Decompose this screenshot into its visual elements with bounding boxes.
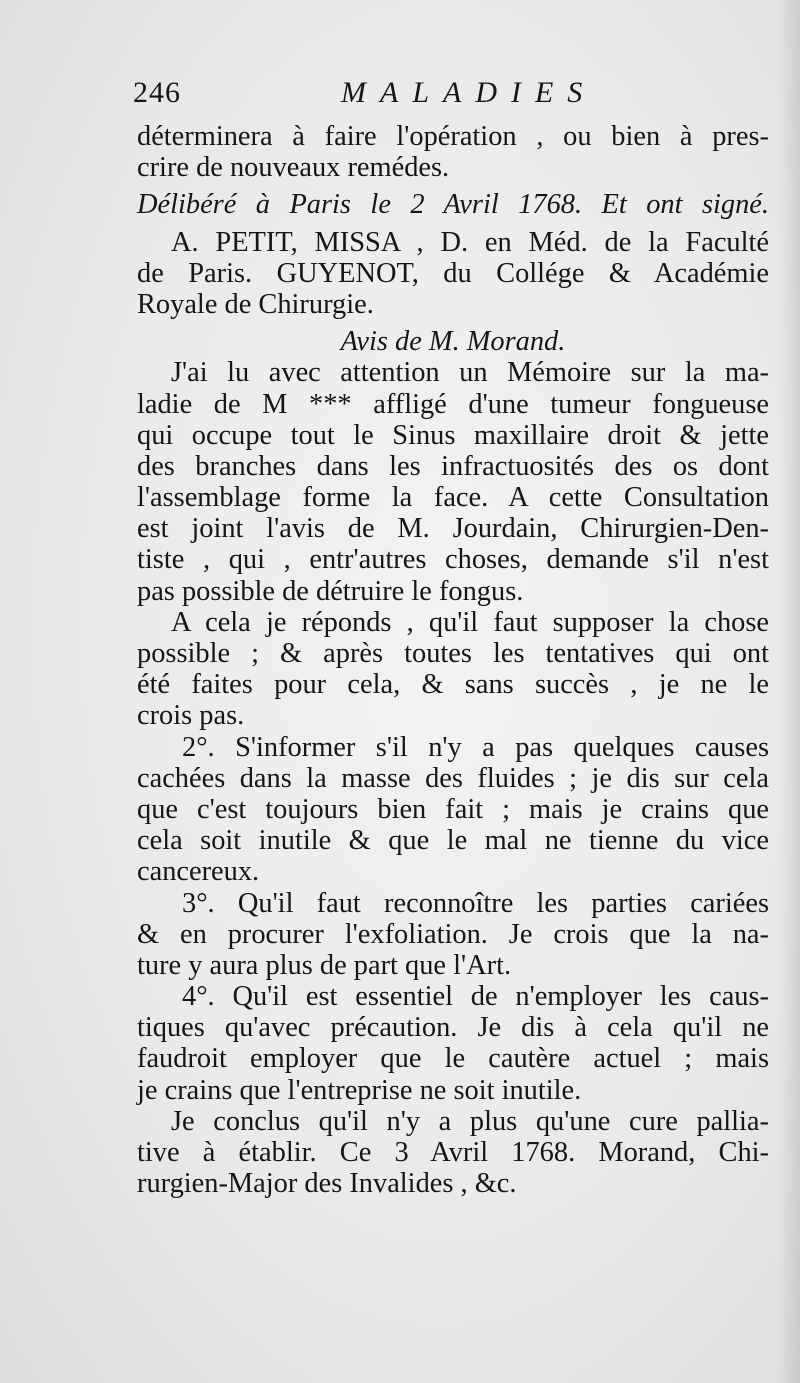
text-line: ture y aura plus de part que l'Art. [137,949,512,981]
text-line: rurgien-Major des Invalides , &c. [137,1168,517,1200]
text-line: tiques qu'avec précaution. Je dis à cela qu'il ne [137,1012,769,1044]
section-heading: Avis de M. Morand. [340,326,566,358]
text-line: faudroit employer que le cautère actuel ; mais [137,1043,769,1075]
text-line: pas possible de détruire le fongus. [137,575,524,607]
text-line: cancereux. [137,856,260,888]
text-line: des branches dans les infractuosités des os dont [137,450,769,482]
page-body-text [137,121,769,1199]
text-line: crire de nouveaux remédes. [137,152,450,184]
text-line: est joint l'avis de M. Jourdain, Chirurgien-Den- [137,513,769,545]
text-line: 2°. S'informer s'il n'y a pas quelques causes [182,731,769,763]
signatories-line: Royale de Chirurgie. [137,288,374,320]
text-line: A cela je réponds , qu'il faut supposer la chose [171,606,769,638]
text-line: tive à établir. Ce 3 Avril 1768. Morand, Chi- [137,1137,769,1168]
text-line: tiste , qui , entr'autres choses, demande s'il n'est [137,544,769,576]
text-line: cela soit inutile & que le mal ne tienne du vice [137,825,769,857]
text-line: 3°. Qu'il faut reconnoître les parties cariées [182,887,769,919]
deliberation-line: Délibéré à Paris le 2 Avril 1768. Et ont signé. [137,189,769,221]
text-line: je crains que l'entreprise ne soit inutile. [137,1074,582,1106]
signatories-line: A. PETIT, MISSA , D. en Méd. de la Faculté [171,226,769,258]
text-line: été faites pour cela, & sans succès , je ne le [137,669,769,701]
text-line: que c'est toujours bien fait ; mais je crains que [137,793,769,825]
text-line: l'assemblage forme la face. A cette Consultation [137,482,769,514]
text-line: J'ai lu avec attention un Mémoire sur la ma- [171,357,769,389]
running-title: MALADIES [341,76,597,109]
text-line: déterminera à faire l'opération , ou bien à pres- [137,121,769,152]
text-line: 4°. Qu'il est essentiel de n'employer les caus- [182,981,769,1013]
text-line: cachées dans la masse des fluides ; je dis sur cela [137,762,769,794]
text-line: qui occupe tout le Sinus maxillaire droit & jette [137,419,769,451]
signatories-line: de Paris. GUYENOT, du Collége & Académie [137,257,769,289]
page-number: 246 [133,76,181,109]
text-line: Je conclus qu'il n'y a plus qu'une cure pallia- [171,1105,769,1137]
page-gutter-shadow [778,0,800,1383]
text-line: possible ; & après toutes les tentatives qui ont [137,638,769,669]
text-line: ladie de M *** affligé d'une tumeur fongueuse [137,388,769,420]
page-header [133,76,653,116]
text-line: & en procurer l'exfoliation. Je crois que la na- [137,918,769,950]
text-line: crois pas. [137,700,245,732]
